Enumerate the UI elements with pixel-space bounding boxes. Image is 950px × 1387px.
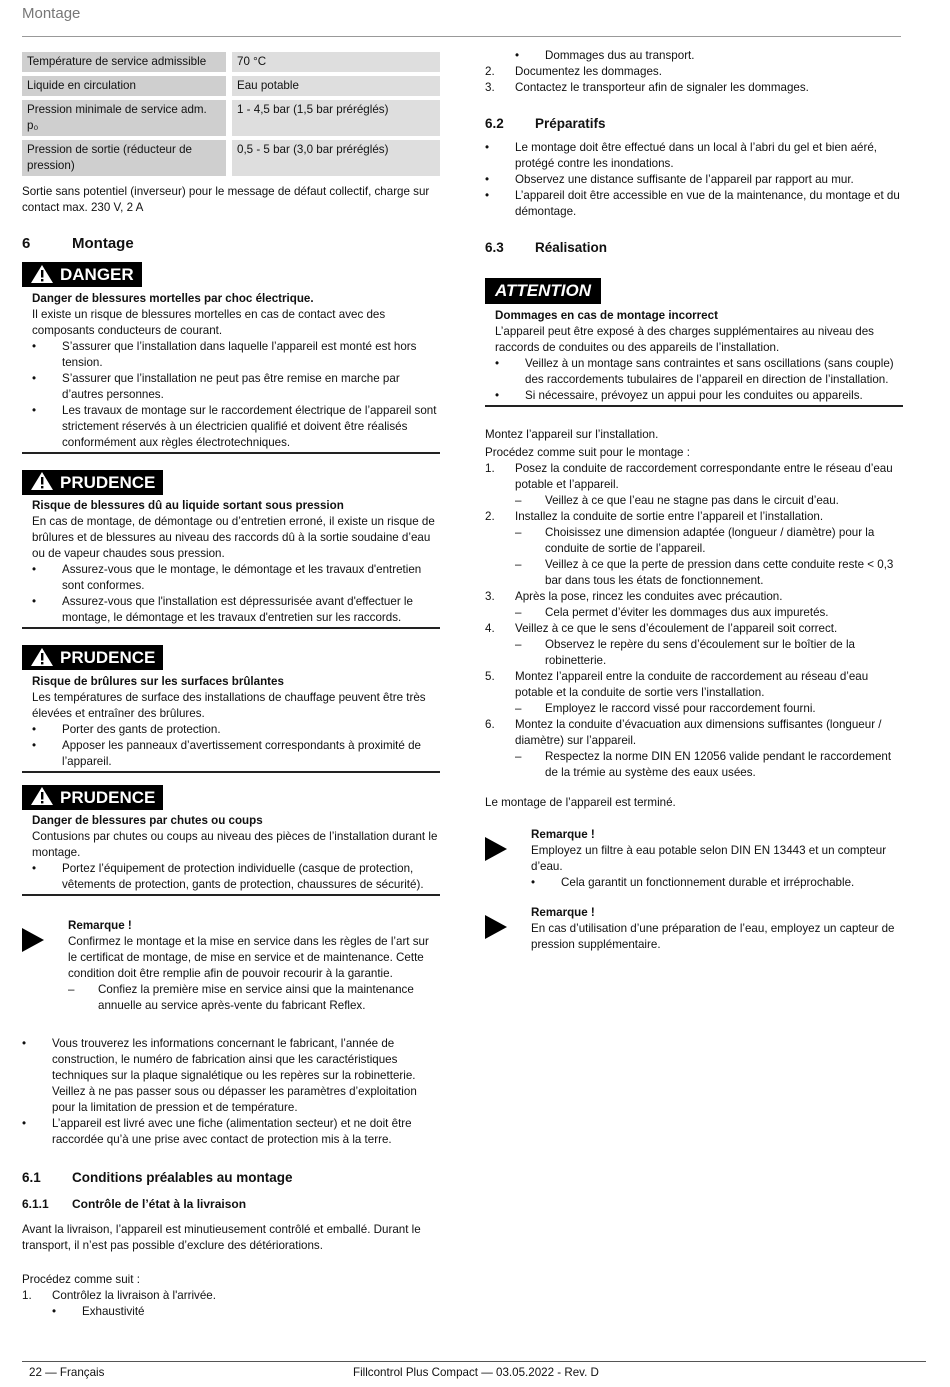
list-item: • Vous trouverez les informations concernant le fabricant, l’année de construction, le numéro de fabrication ainsi que les caractéristiques techniques sur la plaque signalétique ou les repères sur la robinetterie. Veillez à ne pas passer sous ou dépasser les paramètres d’exploitation pour la limitation de pression et de température. bbox=[22, 1037, 417, 1114]
warning-triangle-icon bbox=[30, 264, 54, 287]
table-row bbox=[22, 100, 440, 136]
list-item: • S’assurer que l’installation ne peut pas être remise en marche par d’autres personnes. bbox=[32, 371, 400, 401]
warning-title: Risque de blessures dû au liquide sortant sous pression bbox=[32, 499, 344, 512]
list-item: • Assurez-vous que le montage, le démontage et les travaux d'entretien sont conformes. bbox=[32, 563, 422, 592]
spec-table bbox=[22, 48, 440, 180]
list-item: 2. Installez la conduite de sortie entre l’appareil et l’installation. bbox=[485, 510, 824, 523]
note-box bbox=[22, 918, 440, 1014]
list-item: – Veillez à ce que l’eau ne stagne pas dans le circuit d’eau. bbox=[515, 494, 839, 507]
warning-triangle-icon bbox=[30, 471, 54, 494]
paragraph: Le montage de l’appareil est terminé. bbox=[485, 796, 676, 809]
list-item: • L’appareil doit être accessible en vue de la maintenance, du montage et du démontage. bbox=[485, 189, 900, 218]
warning-text: Contusions par chutes ou coups au niveau des pièces de l’installation durant le montage. bbox=[32, 830, 438, 859]
note-text: Employez un filtre à eau potable selon DIN EN 13443 et un compteur d’eau. bbox=[531, 844, 887, 873]
list-item: – Employez le raccord vissé pour raccordement fourni. bbox=[515, 702, 816, 715]
table-row bbox=[22, 52, 440, 72]
prudence-badge bbox=[22, 470, 163, 495]
list-item: – Observez le repère du sens d’écoulement sur le boîtier de la robinetterie. bbox=[515, 638, 855, 667]
list-item: – Veillez à ce que la perte de pression dans cette conduite reste < 0,3 bar dans tous les états de fonctionnement. bbox=[515, 558, 894, 587]
list-item: 4. Veillez à ce que le sens d’écoulement de l’appareil soit correct. bbox=[485, 622, 838, 635]
arrow-right-icon bbox=[485, 905, 531, 953]
list-item: • Les travaux de montage sur le raccordement électrique de l’appareil sont strictement réservés à un électricien qualifié et doivent être réalisés conformément aux règles électrotechniques. bbox=[32, 403, 437, 449]
warning-prudence-burns bbox=[22, 645, 440, 773]
warning-triangle-icon bbox=[30, 647, 54, 670]
list-item: 2. Documentez les dommages. bbox=[485, 65, 662, 78]
warning-prudence-pressure bbox=[22, 470, 440, 630]
list-item: • Observez une distance suffisante de l’appareil par rapport au mur. bbox=[485, 173, 854, 186]
footer-document-title: Fillcontrol Plus Compact — 03.05.2022 - Rev. D bbox=[353, 1366, 599, 1379]
list-item: • Le montage doit être effectué dans un local à l’abri du gel et bien aéré, protégé contre les inondations. bbox=[485, 141, 878, 170]
spec-note: Sortie sans potentiel (inverseur) pour le message de défaut collectif, charge sur contact max. 230 V, 2 A bbox=[22, 185, 430, 214]
warning-text: Il existe un risque de blessures mortelles en cas de contact avec des composants conducteurs de courant. bbox=[32, 307, 386, 337]
list-item: • Apposer les panneaux d’avertissement correspondants à proximité de l’appareil. bbox=[32, 738, 421, 768]
note-text: En cas d’utilisation d’une préparation de l’eau, employez un capteur de pression supplémentaire. bbox=[531, 922, 895, 951]
paragraph: Avant la livraison, l’appareil est minutieusement contrôlé et emballé. Durant le transport, il n’est pas possible d’exclure des détériorations. bbox=[22, 1223, 421, 1252]
list-item: • Si nécessaire, prévoyez un appui pour les conduites ou appareils. bbox=[495, 389, 863, 402]
warning-title: Danger de blessures par chutes ou coups bbox=[32, 814, 263, 827]
spec-value: Eau potable bbox=[232, 76, 440, 96]
list-item: • L’appareil est livré avec une fiche (alimentation secteur) et ne doit être raccordée qu’à une prise avec contact de protection mis à la terre. bbox=[22, 1117, 412, 1146]
list-item: – Choisissez une dimension adaptée (longueur / diamètre) pour la conduite de sortie de l’appareil. bbox=[515, 526, 875, 555]
badge-label: PRUDENCE bbox=[60, 787, 156, 807]
section-6-2-heading: 6.2 Préparatifs bbox=[485, 116, 606, 131]
list-item: – Respectez la norme DIN EN 12056 valide pendant le raccordement de la trémie au système des eaux usées. bbox=[515, 750, 892, 779]
table-row bbox=[22, 140, 440, 176]
note-title: Remarque ! bbox=[531, 906, 595, 919]
list-item: – Confiez la première mise en service ainsi que la maintenance annuelle au service après-vente du fabricant Reflex. bbox=[68, 983, 414, 1012]
spec-key: Température de service admissible bbox=[22, 52, 232, 72]
list-item: 3. Après la pose, rincez les conduites avec précaution. bbox=[485, 590, 783, 603]
section-title: Montage bbox=[72, 235, 134, 252]
list-item: – Cela permet d’éviter les dommages dus aux impuretés. bbox=[515, 606, 829, 619]
warning-attention bbox=[485, 278, 903, 407]
spec-key: Liquide en circulation bbox=[22, 76, 232, 96]
note-box bbox=[485, 827, 903, 891]
list-item: • Dommages dus au transport. bbox=[515, 49, 695, 62]
warning-prudence-falls bbox=[22, 785, 440, 897]
arrow-right-icon bbox=[22, 918, 68, 1014]
list-item: • Portez l’équipement de protection individuelle (casque de protection, vêtements de protection, gants de protection, chaussures de sécurité). bbox=[32, 862, 424, 891]
note-box bbox=[485, 905, 903, 953]
section-6-1-1-heading: 6.1.1 Contrôle de l’état à la livraison bbox=[22, 1197, 247, 1211]
page-header: Montage bbox=[22, 5, 81, 22]
paragraph: Procédez comme suit : bbox=[22, 1273, 140, 1286]
list-item: • Veillez à un montage sans contraintes et sans oscillations (sans couple) des raccordements tubulaires de l’appareil en direction de l’installation. bbox=[495, 357, 894, 386]
danger-badge bbox=[22, 262, 142, 287]
paragraph: Procédez comme suit pour le montage : bbox=[485, 446, 690, 459]
list-item: • Exhaustivité bbox=[52, 1305, 145, 1318]
table-row bbox=[22, 76, 440, 96]
section-number: 6 bbox=[22, 235, 31, 252]
prudence-badge bbox=[22, 785, 163, 810]
warning-title: Danger de blessures mortelles par choc électrique. bbox=[32, 291, 314, 305]
prudence-badge bbox=[22, 645, 163, 670]
list-item: 6. Montez la conduite d’évacuation aux dimensions suffisantes (longueur / diamètre) sur l’appareil. bbox=[485, 718, 882, 747]
note-title: Remarque ! bbox=[531, 828, 595, 841]
note-text: Confirmez le montage et la mise en service dans les règles de l’art sur le certificat de montage, de mise en service et de maintenance. Cette condition doit être remplie afin de pouvoir recourir à la garantie. bbox=[68, 935, 429, 980]
warning-text: Les températures de surface des installations de chauffage peuvent être très élevées et entraîner des brûlures. bbox=[32, 690, 426, 720]
list-item: • Porter des gants de protection. bbox=[32, 722, 221, 736]
attention-badge: ATTENTION bbox=[485, 278, 601, 304]
arrow-right-icon bbox=[485, 827, 531, 891]
spec-value: 70 °C bbox=[232, 52, 440, 72]
badge-label: PRUDENCE bbox=[60, 472, 156, 492]
list-item: 1. Posez la conduite de raccordement correspondante entre le réseau d’eau potable et l’appareil. bbox=[485, 462, 893, 491]
section-6-3-heading: 6.3 Réalisation bbox=[485, 240, 608, 255]
warning-text: En cas de montage, de démontage ou d’entretien erroné, il existe un risque de brûlures et de blessures au niveau des raccords dû à la sortie soudaine d’eau ou de vapeur chaudes sous pression. bbox=[32, 515, 435, 560]
list-item: • Cela garantit un fonctionnement durable et irréprochable. bbox=[531, 876, 855, 889]
warning-title: Risque de brûlures sur les surfaces brûlantes bbox=[32, 674, 284, 688]
right-column bbox=[485, 48, 903, 965]
list-item: 1. Contrôlez la livraison à l'arrivée. bbox=[22, 1289, 216, 1302]
paragraph: Montez l’appareil sur l’installation. bbox=[485, 428, 659, 441]
section-6-1-heading: 6.1 Conditions préalables au montage bbox=[22, 1170, 293, 1185]
warning-title: Dommages en cas de montage incorrect bbox=[495, 309, 718, 322]
spec-key: Pression minimale de service adm. p₀ bbox=[22, 100, 232, 136]
page-number: 22 — Français bbox=[29, 1366, 105, 1379]
list-item: • S’assurer que l’installation dans laquelle l’appareil est monté est hors tension. bbox=[32, 339, 417, 369]
footer-divider bbox=[22, 1361, 926, 1362]
list-item: 5. Montez l’appareil entre la conduite de raccordement au réseau d’eau potable et la conduite de sortie vers l’installation. bbox=[485, 670, 869, 699]
list-item: 3. Contactez le transporteur afin de signaler les dommages. bbox=[485, 81, 809, 94]
spec-key: Pression de sortie (réducteur de pression) bbox=[22, 140, 232, 176]
badge-label: PRUDENCE bbox=[60, 648, 156, 667]
warning-danger bbox=[22, 262, 440, 454]
warning-text: L’appareil peut être exposé à des charges supplémentaires au niveau des raccords de conduites ou des appareils de l’installation. bbox=[495, 325, 874, 354]
warning-triangle-icon bbox=[30, 786, 54, 809]
spec-value: 0,5 - 5 bar (3,0 bar préréglés) bbox=[232, 140, 440, 176]
info-bullets bbox=[22, 1036, 440, 1148]
badge-label: DANGER bbox=[60, 265, 134, 284]
spec-value: 1 - 4,5 bar (1,5 bar préréglés) bbox=[232, 100, 440, 136]
list-item: • Assurez-vous que l'installation est dépressurisée avant d'effectuer le montage, le démontage et les travaux d'entretien sur les raccords. bbox=[32, 595, 413, 624]
note-title: Remarque ! bbox=[68, 919, 132, 932]
left-column bbox=[22, 52, 440, 1320]
section-6-heading bbox=[22, 236, 440, 252]
header-divider bbox=[22, 36, 901, 37]
